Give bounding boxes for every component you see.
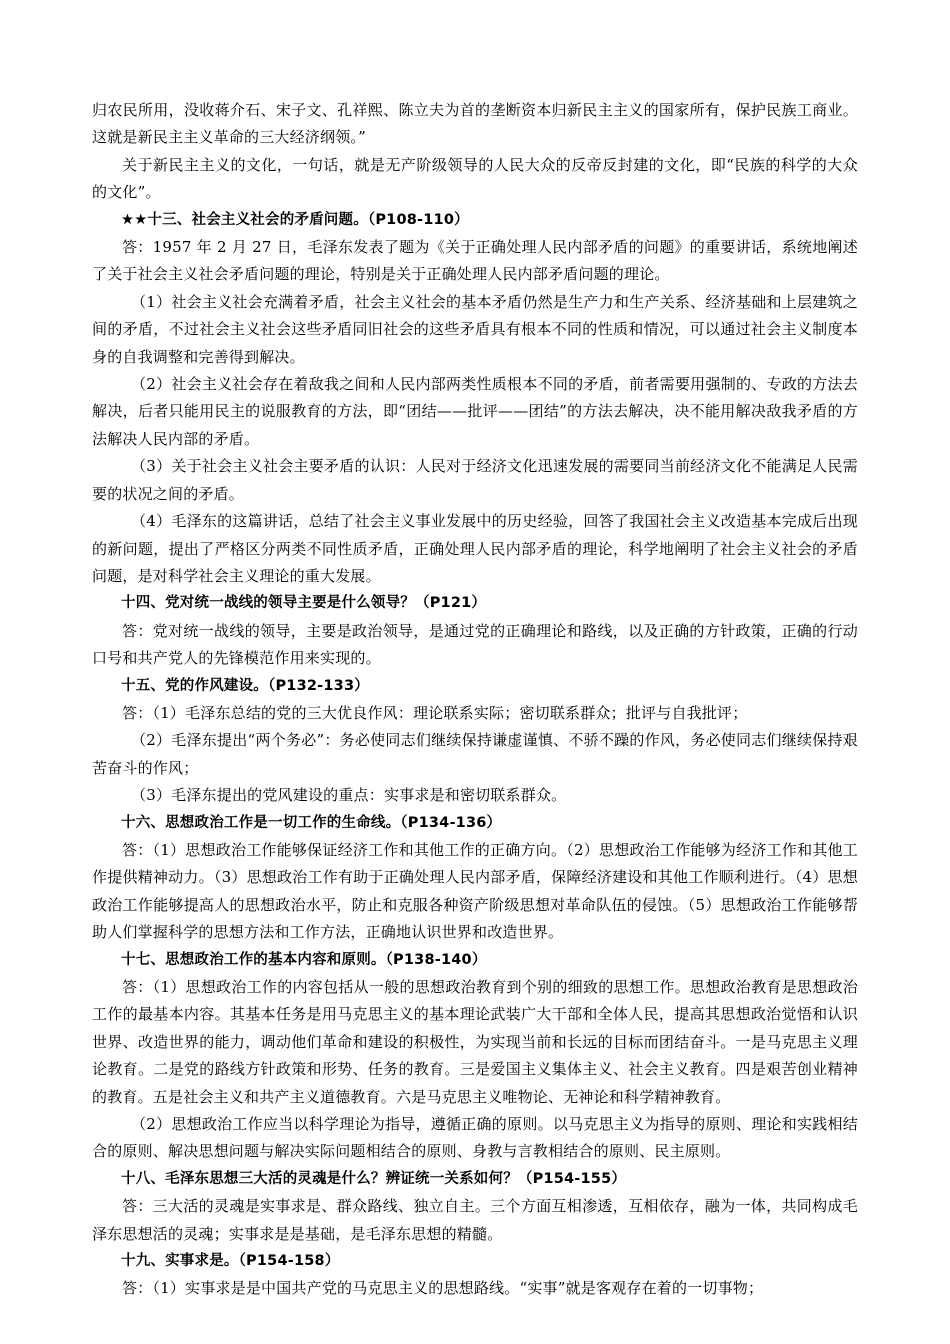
section-18-heading: 十八、毛泽东思想三大活的灵魂是什么？辨证统一关系如何？（P154-155）: [121, 1170, 627, 1187]
section-16-heading: 十六、思想政治工作是一切工作的生命线。（P134-136）: [121, 814, 502, 831]
section-13-heading: ★★十三、社会主义社会的矛盾问题。（P108-110）: [121, 211, 469, 228]
intro-paragraph-2: 关于新民主主义的文化，一句话，就是无产阶级领导的人民大众的反帝反封建的文化，即“民族的科学的大众的文化”。: [92, 155, 858, 202]
section-19-heading: 十九、实事求是。（P154-158）: [121, 1253, 340, 1270]
section-13-point-4: （4）毛泽东的这篇讲话，总结了社会主义事业发展中的历史经验，回答了我国社会主义改造基本完成后出现的新问题，提出了严格区分两类不同性质矛盾，正确处理人民内部矛盾的理论，科学地阐明了社会主义社会的矛盾问题，是对科学社会主义理论的重大发展。: [92, 512, 858, 585]
section-18-answer: 答：三大活的灵魂是实事求是、群众路线、独立自主。三个方面互相渗透，互相依存，融为一体，共同构成毛泽东思想活的灵魂；实事求是是基础，是毛泽东思想的精髓。: [92, 1197, 858, 1243]
section-14-answer: 答：党对统一战线的领导，主要是政治领导，是通过党的正确理论和路线，以及正确的方针政策，正确的行动口号和共产党人的先锋模范作用来实现的。: [92, 621, 858, 668]
section-15-heading: 十五、党的作风建设。（P132-133）: [121, 677, 369, 694]
section-13-point-1: （1）社会主义社会充满着矛盾，社会主义社会的基本矛盾仍然是生产力和生产关系、经济基础和上层建筑之间的矛盾，不过社会主义社会这些矛盾同旧社会的这些矛盾具有根本不同的性质和情况，可以通过社会主义制度本身的自我调整和完善得到解决。: [92, 292, 858, 366]
section-13-point-2: （2）社会主义社会存在着敌我之间和人民内部两类性质根本不同的矛盾，前者需要用强制的、专政的方法去解决，后者只能用民主的说服教育的方法，即“团结——批评——团结”的方法去解决，决不能用解决敌我矛盾的方法解决人民内部的矛盾。: [92, 375, 858, 448]
section-13-answer: 答：1957 年 2 月 27 日，毛泽东发表了题为《关于正确处理人民内部矛盾的问题》的重要讲话，系统地阐述了关于社会主义社会矛盾问题的理论，特别是关于正确处理人民内部矛盾问题的理论。: [92, 238, 858, 284]
section-15-point-2: （2）毛泽东提出“两个务必”：务必使同志们继续保持谦虚谨慎、不骄不躁的作风，务必使同志们继续保持艰苦奋斗的作风；: [92, 731, 858, 777]
intro-paragraph-1: 归农民所用，没收蒋介石、宋子文、孔祥熙、陈立夫为首的垄断资本归新民主主义的国家所有，保护民族工商业。这就是新民主主义革命的三大经济纲领。”: [92, 101, 858, 147]
section-17-point-2: （2）思想政治工作应当以科学理论为指导，遵循正确的原则。以马克思主义为指导的原则、理论和实践相结合的原则、解决思想问题与解决实际问题相结合的原则、身教与言教相结合的原则、民主原则。: [92, 1115, 858, 1161]
section-17-heading: 十七、思想政治工作的基本内容和原则。（P138-140）: [121, 951, 487, 968]
section-13-point-3: （3）关于社会主义社会主要矛盾的认识：人民对于经济文化迅速发展的需要同当前经济文化不能满足人民需要的状况之间的矛盾。: [92, 457, 858, 503]
section-15-point-1: 答：（1）毛泽东总结的党的三大优良作风：理论联系实际；密切联系群众；批评与自我批评；: [122, 703, 748, 722]
section-19-point-1: 答：（1）实事求是是中国共产党的马克思主义的思想路线。“实事”就是客观存在着的一切事物；: [122, 1279, 764, 1298]
document-page: [92, 97, 858, 1303]
section-17-point-1: 答：（1）思想政治工作的内容包括从一般的思想政治教育到个别的细致的思想工作。思想政治教育是思想政治工作的最基本内容。其基本任务是用马克思主义的基本理论武装广大干部和全体人民，提高其思想政治觉悟和认识世界、改造世界的能力，调动他们革命和建设的积极性，为实现当前和长远的目标而团结奋斗。一是马克思主义理论教育。二是党的路线方针政策和形势、任务的教育。三是爱国主义集体主义、社会主义教育。四是艰苦创业精神的教育。五是社会主义和共产主义道德教育。六是马克思主义唯物论、无神论和科学精神教育。: [92, 978, 858, 1106]
section-14-heading: 十四、党对统一战线的领导主要是什么领导？（P121）: [121, 595, 487, 612]
section-16-answer: 答：（1）思想政治工作能够保证经济工作和其他工作的正确方向。（2）思想政治工作能够为经济工作和其他工作提供精神动力。（3）思想政治工作有助于正确处理人民内部矛盾，保障经济建设和其他工作顺利进行。（4）思想政治工作能够提高人的思想政治水平，防止和克服各种资产阶级思想对革命队伍的侵蚀。（5）思想政治工作能够帮助人们掌握科学的思想方法和工作方法，正确地认识世界和改造世界。: [92, 840, 858, 942]
section-15-point-3: （3）毛泽东提出的党风建设的重点：实事求是和密切联系群众。: [131, 786, 567, 805]
